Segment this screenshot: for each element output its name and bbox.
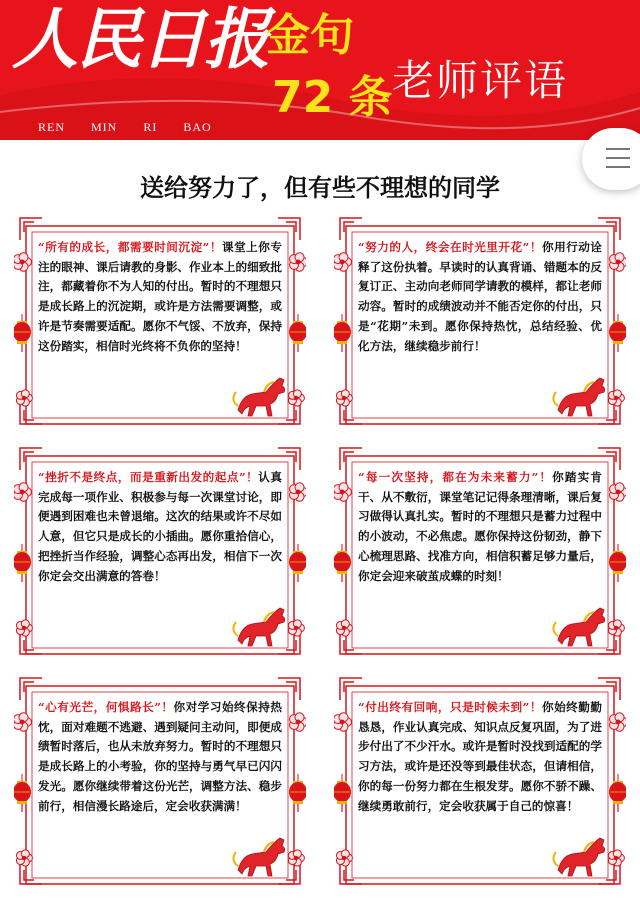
flower-icon	[289, 713, 306, 731]
comment-card	[334, 212, 626, 428]
page-title: 老师评语	[392, 56, 569, 105]
card-text	[38, 468, 282, 658]
flower-icon	[289, 483, 306, 501]
card-text	[358, 698, 602, 888]
card-text	[38, 698, 282, 888]
logo-pinyin: REN MIN RI BAO	[38, 120, 212, 134]
flower-icon	[609, 483, 626, 501]
comment-card	[14, 672, 306, 888]
comment-card	[334, 442, 626, 658]
card-text	[358, 468, 602, 658]
card-body: 你对学习始终保持热忱，面对难题不逃避、遇到疑问主动问，即便成绩暂时落后，也从未放弃努力。暂时的不理想只是成长路上的小考验，你的坚持与勇气早已闪闪发光。愿你继续带着这份光芒，调整方法、稳步前行，相信漫长路途后，定会收获满满！	[38, 700, 282, 813]
card-body: 你踏实肯干、从不敷衍，课堂笔记记得条理清晰，课后复习做得认真扎实。暂时的不理想只是蓄力过程中的小波动，不必焦虑。愿你保持这份韧劲，静下心梳理思路、找准方向，相信积蓄足够力量后，你定会迎来破茧成蝶的时刻！	[358, 470, 602, 583]
flower-icon	[609, 253, 626, 271]
card-quote: “心有光芒，何惧路长”！	[38, 700, 174, 714]
flower-icon	[289, 253, 306, 271]
comment-card	[14, 212, 306, 428]
card-quote: “付出终有回响，只是时候未到”！	[358, 700, 542, 714]
card-quote: “挫折不是终点，而是重新出发的起点”！	[38, 470, 259, 484]
card-quote: “每一次坚持，都在为未来蓄力”！	[358, 470, 553, 484]
flower-icon	[288, 390, 304, 406]
card-body: 你始终勤勤恳恳，作业认真完成、知识点反复巩固，为了进步付出了不少汗水。或许是暂时没找到适配的学习方法，或许是还没等到最佳状态，但请相信，你的每一份努力都在生根发芽。愿你不骄不躁、继续勇敢前行，定会收获属于自己的惊喜！	[358, 700, 602, 813]
card-body: 认真完成每一项作业、积极参与每一次课堂讨论，即便遇到困难也未曾退缩。这次的结果或许不尽如人意，但它只是成长的小插曲。愿你重拾信心，把挫折当作经验，调整心态再出发，相信下一次你定会交出满意的答卷！	[38, 470, 282, 583]
flower-icon	[288, 850, 304, 866]
card-text	[358, 238, 602, 428]
gold-title-line1: 金句	[266, 10, 354, 61]
gold-title-line2: 72 条	[272, 72, 393, 123]
section-subtitle: 送给努力了，但有些不理想的同学	[140, 174, 500, 202]
flower-icon	[608, 850, 624, 866]
flower-icon	[608, 620, 624, 636]
comment-card	[14, 442, 306, 658]
newspaper-logo: 人民日报	[12, 0, 268, 78]
card-quote: “所有的成长，都需要时间沉淀”！	[38, 240, 222, 254]
card-body: 你用行动诠释了这份执着。早读时的认真背诵、错题本的反复订正、主动向老师同学请教的模样，都让老师动容。暂时的成绩波动并不能否定你的付出，只是“花期”未到。愿你保持热忱，总结经验、优化方法，继续稳步前行！	[358, 240, 602, 353]
card-text	[38, 238, 282, 428]
flower-icon	[288, 620, 304, 636]
comment-card	[334, 672, 626, 888]
card-body: 课堂上你专注的眼神、课后请教的身影、作业本上的细致批注，都藏着你不为人知的付出。暂时的不理想只是成长路上的沉淀期，或许是方法需要调整，或许是节奏需要适配。愿你不气馁、不放弃，保持这份踏实，相信时光终将不负你的坚持！	[38, 240, 282, 353]
flower-icon	[609, 713, 626, 731]
header-banner	[0, 0, 640, 140]
card-quote: “努力的人，终会在时光里开花”！	[358, 240, 542, 254]
flower-icon	[608, 390, 624, 406]
